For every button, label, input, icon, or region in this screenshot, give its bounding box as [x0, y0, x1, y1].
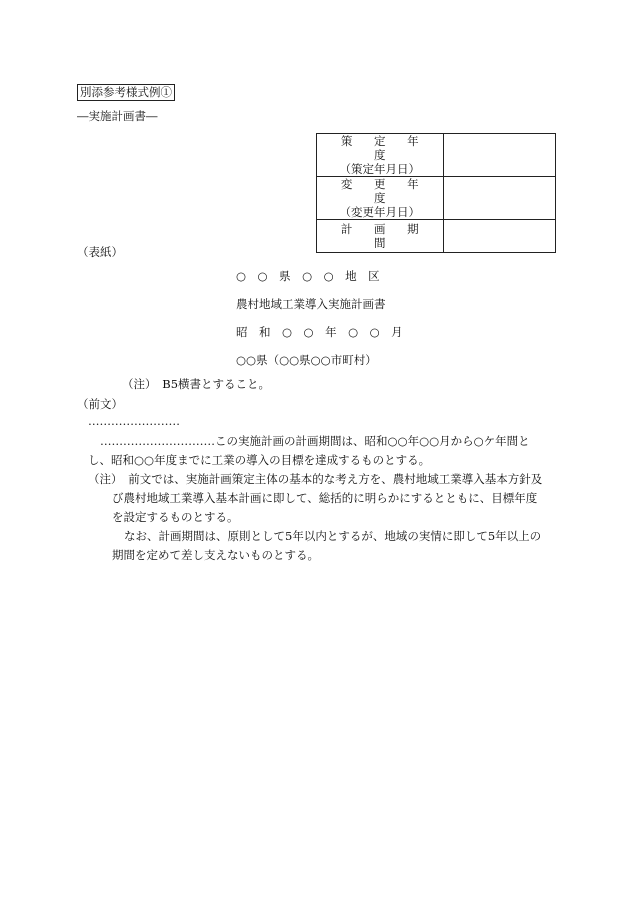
cover-plan-title: 農村地域工業導入実施計画書: [236, 297, 386, 311]
formulation-year-label-sub: （策定年月日）: [339, 162, 421, 176]
plan-period-label: [317, 220, 444, 253]
formulation-year-label: [317, 134, 444, 177]
preface-note-line-5: 期間を定めて差し支えないものとする。: [112, 548, 319, 562]
preface-heading: （前文）: [77, 397, 123, 411]
table-row: [317, 177, 556, 220]
plan-meta-table: [316, 133, 556, 253]
cover-issuer-line: ○○県（○○県○○市町村）: [236, 353, 377, 367]
plan-period-label-main: 計 画 期 間: [340, 222, 428, 250]
preface-body-line-1: …………………………この実施計画の計画期間は、昭和○○年○○月から○ケ年間と: [100, 434, 530, 448]
cover-note: （注） B5横書とすること。: [122, 377, 271, 391]
preface-note-line-3: を設定するものとする。: [112, 510, 239, 524]
preface-note-line-2: び農村地域工業導入基本計画に即して、総括的に明らかにするとともに、目標年度: [112, 491, 538, 505]
formulation-year-label-main: 策 定 年 度: [340, 134, 428, 162]
cover-heading: （表紙）: [77, 245, 123, 259]
cover-area-line: ○ ○ 県 ○ ○ 地 区: [236, 269, 380, 283]
preface-note-line-4: なお、計画期間は、原則として5年以内とするが、地域の実情に即して5年以上の: [124, 529, 542, 543]
cover-date-line: 昭 和 ○ ○ 年 ○ ○ 月: [236, 325, 403, 339]
revision-year-label: [317, 177, 444, 220]
plan-period-value: [443, 220, 555, 253]
form-label: 別添参考様式例①: [77, 84, 175, 101]
document-title: ―実施計画書―: [77, 109, 158, 123]
revision-year-label-sub: （変更年月日）: [339, 205, 421, 219]
formulation-year-value: [443, 134, 555, 177]
preface-dots-line: ……………………: [88, 414, 180, 428]
table-row: [317, 220, 556, 253]
preface-body-line-2: し、昭和○○年度までに工業の導入の目標を達成するものとする。: [88, 453, 431, 467]
table-row: [317, 134, 556, 177]
preface-note-line-1: （注） 前文では、実施計画策定主体の基本的な考え方を、農村地域工業導入基本方針及: [88, 472, 543, 486]
revision-year-value: [443, 177, 555, 220]
revision-year-label-main: 変 更 年 度: [340, 177, 428, 205]
